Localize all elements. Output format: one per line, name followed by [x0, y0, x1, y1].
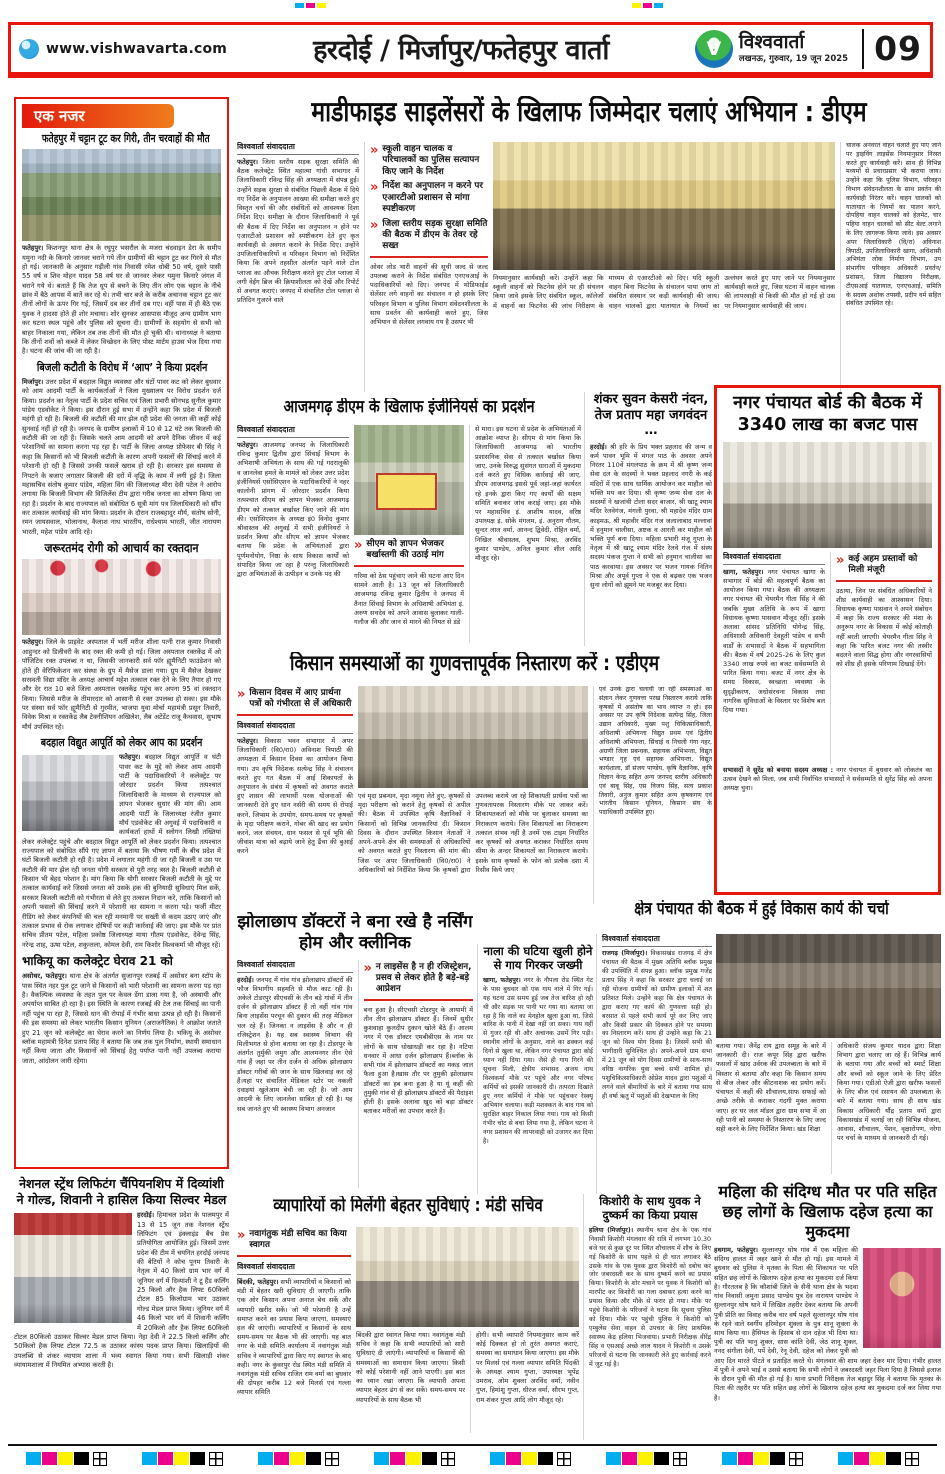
article-nagar-panchayat-budget	[714, 385, 941, 895]
body-text: सभी व्यापारियों व किसानों को मंडी में बेहतर खरी सुविधाएं दी जाएगी। ताकि एक ओर किसान अपना अनाज बेच सकें और व्यापारी खरीद सकें। जो भी परेशानी है उन्हें समाप्त करने का प्रयास किया जाएगा, समस्याएं हल की जाएंगी। व्यापारियों व किसानों के साथ समय-समय पर बैठक भी की जाएगी। यह बात नगर के मंडी समिति कार्यालय में नवागंतुक मंडी सचिव ने व्यापारियों द्वारा किए गए स्वागत के बाद कही। नगर के कुंवरपुर रोड स्थित मंडी समिति में नवागंतुक मंडी सचिव राजित राम वर्मा का बुधवार की दोपहर करीब 12 बजे मिलर्स एवं गल्ला व्यापार समिति	[237, 1277, 351, 1397]
dateline: हथगाम, फतेहपुर।	[714, 1246, 759, 1254]
byline: विश्ववार्ता संवाददाता	[237, 142, 359, 155]
double-chevron-icon: »	[836, 552, 845, 568]
magenta-tick	[643, 3, 652, 8]
body-text: एवं उनके द्वारा चलायी जा रही समस्याओं का संज्ञान लेकर गुणवत्ता परख निस्तारण कराये ताकि कृषकों में असंतोष का भाव व्याप्त न हो। इस अवसर पर उप कृषि निदेशक सत्येन्द्र सिंह, जिला उद्यान अधिकारी, मुख्य पशु चिकित्साधिकारी, अधिशाषी अभियन्ता विद्युत प्रथम एवं द्वितीय अधिशाषी अभियन्ता, सिंचाई व निचली गंगा नहर, अग्रणी जिला प्रबन्धक, सहायक अभिभन्ता, विद्युत भण्डार गृह एवं सहायक अभियन्ता, विद्युत कार्यशाला, डॉ संजय पाण्डेय, कृषि वैज्ञानिक, कृषि विज्ञान केन्द्र सहित अन्य जनपद स्तरीय अधिकारी एवं बाबू सिंह, एस विजय सिंह, सत्य प्रकाश तिवारी, अनुज कुमार सहित अन्य कृषकगण एवं भारतीय किसान यूनियन, किसान संघ के पदाधिकारी उपस्थित हुए।	[599, 686, 712, 817]
body-text: नगर पंचायत में बुधवार को लोकतंत्र का उत्सव देखने को मिला, जब सभी निर्वाचित सभासदों ने सर्वसम्मति से सुरेंद्र सिंह को अपना अध्यक्ष चुना।	[723, 765, 932, 793]
bullet-point	[237, 1229, 351, 1252]
cyan-patch	[374, 1452, 389, 1465]
article-dahej-hatya	[714, 1182, 941, 1440]
article-column	[358, 686, 588, 904]
body-text: उत्तर प्रदेश में बदहाल विद्युत व्यवस्था और घंटों पावर कट को लेकर बुधवार को आम आदमी पार्टी के कार्यकर्ताओं ने जिला मुख्यालय पर विरोध प्रदर्शन दर्ज किया। प्रदर्शन का नेतृत्व पार्टी के प्रदेश सचिव एवं जिला प्रभारी सोनभद्र सुनील कुमार पांडेय एडवोकेट ने किया। इस दौरान हुई सभा में उन्होंने कहा कि प्रदेश में बिजली महंगी हो रही है। बिजली की कटौती की मार झेल रही प्रदेश की जनता की कहीं कोई सुनवाई नहीं हो रही है। जनपद के ग्रामीण इलाकों में 10 से 12 घंटे तक बिजली की कटौती की जा रही है। जिसके चलते आम आदमी को अपने दैनिक जीवन में कई परेशानियों का सामना करना पड़ रहा है। पार्टी के जिला अध्यक्ष प्रोफेसर बी सिंह ने कहा कि किसानों को भी बिजली कटौती के कारण अपनी फसलों की सिंचाई करने में परेशानी हो रही है जिससे उनकी फसलें खराब हो रही है। सरकार इस समस्या से निपटने के बजाए लगातार बिजली की दरों में वृद्धि के काम में लगी हुई है। जिला महासचिव संतोष कुमार पांडेय, महिला विंग की जिलाध्यक्ष मीरा देवी पटेल ने आरोप लगाया कि बिजली विभाग की विजिलेंस टीम द्वारा गरीब जनता का शोषण किया जा रहा है। प्रदर्शन के बाद राज्यपाल को संबोधित 6 सूत्री मांग पत्र जिलाधिकारी को सौंप कर तत्काल कार्यवाई की मांग किया। प्रदर्शन के दौरान राजबहादुर मौर्य, संतोष सोनी, रमन जायसवाल, भोलानाथ, कैलाश नाथ भारतीय, राधेश्याम भारती, जीत नारायण भारती, महेश पांडेय आदि रहे।	[22, 377, 221, 536]
body-text: बिंदकी द्वारा स्वागत किया गया। नवागंतुक मंडी सचिव ने कहा कि सभी व्यापारियों को सारी सुविधाएं दी जाएंगी। व्यापारियों व किसानों की समस्याओं का समाधान किया जाएगा। किसी को कोई परेशानी नहीं आने पाएगी। इस बात का ध्यान रखा जाएगा कि व्यापारी अपना व्यापार बेहतर ढंग से कर सकें। समय-समय पर व्यापारियों के साथ बैठक भी	[356, 1331, 465, 1404]
article-column	[830, 552, 932, 764]
magenta-tick	[306, 3, 315, 8]
article-headline: किशोरी के साथ युवक ने दुष्कर्म का किया प्रयास	[599, 1194, 701, 1223]
brand-block	[739, 33, 848, 64]
yellow-patch	[406, 1452, 421, 1465]
photo-block-panchayat-meeting	[716, 934, 941, 1038]
dateline: हरदोई।	[137, 1211, 155, 1220]
cmyk-bar-group	[142, 1452, 223, 1466]
body-text: हिमाचल प्रदेश के पालमपुर में 13 से 15 जून तक नेशनल स्ट्रेंथ लिफिटंग एवं इंक्लाइंड बैंच प्रेस प्रतियोगिता आयोजित हुई। जिसमें उत्तर प्रदेश की टीम में चयनित हरदोई जनपद की बेटियों ने कोच पूनम तिवारी के नेतृत्व में 40 किलो ग्राम भार वर्ग में जूनियर वर्ग में दिव्यांशी ने टू हैंड कर्लिंग 25 किलो और हैक लिफ्ट 60किलो टोटल 85 किलोग्राम भार उठाकर गोल्ड मेडल प्राप्त किया। जूनियर वर्ग में 46 किलो भार वर्ग में शिवानी कर्लिंग में 20किलो और हैक लिफ्ट 60किलो टोटल 80किलो उठाकर सिल्वर मेडल प्राप्त किया। नेहा देवी ने 22.5 किलो कर्लिंग और 50किलो हैक लिफ्ट टोटल 72.5 क उठाकर कांस्य पदक प्राप्त किया। खिलाड़ियों की उपलब्धि से शंकर व्यायाम शाला में भव्य स्वागत किया गया। सभी खिलाड़ी शंकर व्यायामशाला में नियमित अभ्यास करती है।	[14, 1211, 229, 1369]
byline: विश्ववार्ता संवाददाता	[723, 552, 825, 565]
double-chevron-icon: »	[237, 1228, 246, 1243]
cyan-patch	[722, 1452, 737, 1465]
article-headline: झोलाछाप डॉक्टरों ने बना रखे है नर्सिंग होम और क्लीनिक	[237, 912, 473, 954]
black-patch	[654, 1452, 669, 1465]
double-chevron-icon: »	[237, 687, 246, 702]
body-text: से मारा। इस घटना से प्रदेश के अभियंताओं में आक्रोश व्याप्त है। सीएम से मांग किया कि जिलाधिकारी आजमगढ़ को भारतीय प्रशासनिक सेवा से तत्काल बर्खास्त किया जाए, उनके विरुद्ध सुसंगत धाराओं में मुकदमा दर्ज करते हुए विधिक कार्रवाई की जाए, डीएम आजमगढ़ इससे पूर्व जहां-जहां कार्यरत रहे इनके द्वारा किए गए कार्यों की सक्षम समिति बनाकर जांच कराई जाए। इस मौके पर महासचिव इं. आशीष यादव, वरिष्ठ उपाध्यक्ष इं. सोके मंगलम, इं. अनुराग गौतम, सुन्दर लाल वर्मा, आनन्द द्विवेदी, रोहित वर्मा, निखिल श्रीवास्तव, शुभम मिश्रा, अरविंद कुमार पाण्डेय, अनिल कुमार शील आदि मौजूद रहे।	[475, 425, 581, 563]
article-column	[469, 425, 581, 643]
cmyk-calibration-strip	[8, 1452, 937, 1466]
dateline: फतेहपुर।	[22, 638, 44, 647]
red-divider	[364, 999, 474, 1001]
photo-kisan-diwas-meeting	[358, 686, 588, 788]
magenta-patch	[854, 1452, 869, 1465]
magenta-patch	[274, 1452, 289, 1465]
body-text: जनपद में गांव गांव झोलाछाप डॉक्टरों की फौज विभागीय सहमति से मौज काट रही है। अकेले टोडरपुर सीएचसी के तीन बड़े गांवों में तीन दर्जन से झोलाछाप डॉक्टर हैं तो वहीं गांव गांव बिना लाइसेंस परचून की दुकान की तरह मेडिकल चल रहे हैं। जिनका न लाइसेंस है और न ही रजिस्ट्रेशन है। यह सब स्वास्थ्य विभाग की मिलीभगत से होना बताया जा रहा है। टोडरपुर के अंतर्गत तुर्मुकी जमुग और आलमनगर तीन ऐसे गांव हैं जहां पर तीन दर्जन से अधिक झोलाछाप डॉक्टर गरीबों की जान के साथ खिलवाड़ कर रहे हैं।यहां पर संचालित मेडिकल स्टोर पर नकली दवाइयां खुलेआम बेची जा रही है। जो आम आदमी के लिए जानलेवा साबित हो रही है। यह सब जानते हुए भी स्वास्थ्य विभाग अनजान	[237, 975, 353, 1113]
article-column	[237, 142, 359, 392]
body-text: बताया गया। जैनेंद्र राय द्वारा समूह के बारे में जानकारी दी। राज कपूर सिंह द्वारा खरीफ फसलों में खाद उर्वरक की उपलब्धता के बारे में विस्तार से बताया और कहा कि किसान समय से बीज लेकर और कीटनाशक का प्रयोग करें। पंचायत में कहीं की शौचालय,साफ सफाई को अच्छे तरीके से कराकर गंदगी मुक्त कराया जाए। हर घर जल मॉडल द्वारा ग्राम सभा में आ रही पानी को समस्या के निस्तारण के लिए जल्द सही करने के लिए निर्देशित किया। खंड शिक्षा	[716, 1042, 826, 1133]
byline: विश्ववार्ता संवाददाता	[237, 960, 353, 973]
article-azamgarh-engineers	[237, 398, 581, 646]
black-patch	[306, 1452, 321, 1465]
body-text: थाना क्षेत्र के अंतर्गत सुजानपुर रजबई में असोथर बना स्टॉप के पास स्थित नहर पुल टूट जाने से किसानों को भारी परेशानी का सामना करना पड़ रहा है। वैकल्पिक व्यवस्था के तहत पुल पर केवल डेंगा डाला गया है, जो अस्थायी और अपर्याप्त साबित हो रहा है। इस स्थिति के कारण रजबई की टेल तक सिंचाई का पानी नहीं पहुंच पा रहा है, जिससे धान की रोपाई में गंभीर बाधा उत्पन्न हो रही है। किसानों की इस समस्या को लेकर भारतीय किसान यूनियन (अराजनैतिक) ने आक्रोश जताते हुए 21 जून को कलेक्ट्रेट का घेराव करने का निर्णय लिया है। भकियू के असोथर ब्लॉक महामंत्री दिनेश प्रताप सिंह ने बताया कि जब तक पुल निर्माण, स्थायी समाधान नहीं किया जाता और किसानों को सिंचाई हेतु पर्याप्त पानी नहीं उपलब्ध कराया जाता, आंदोलन जारी रहेगा।	[22, 972, 221, 1065]
website-url[interactable]: www.vishwavarta.com	[46, 40, 228, 57]
body-text: स्थानीय थाना क्षेत्र के एक गांव निवासी किशोरी मंगलवार की रात्रि में लगभग 10.30 बजे घर से कुछ दूर पर स्थित शौचालय में शौच के लिए गई किशोरी के साथ पहले से ही घात लगाकर बैठे उसके गांव के एक युवक द्वारा किशोरी को दबोच कर जोर जबरदस्ती कर के साथ दुष्कर्म करने का प्रयास किया। किशोरी के शोर मचाने पर युवक ने किशोरी को मारपीट कर किशोरी का गला दबाकर हत्या करने का प्रयास किया और मौके से फरार हो गया। मौके पर पहुंचे किशोरी के परिजनों ने घटना कि सूचना पुलिस को दिया। मौके पर पहुंची पुलिस ने किशोरी को एम्बुलेंस सेवा वाहन से उपचार के लिए प्राथमिक स्वास्थ्य केंद्र हलिया भिजवाया। प्रभारी निरीक्षक वीरेंद्र सिंह व एसआई अच्छे लाल यादव ने किशोरी व उसके परिजनों से घटना कि जानकारी लेते हुए कार्रवाई करने में जुट गई है।	[589, 1226, 711, 1368]
article-kshetra-body-column	[596, 934, 712, 1194]
bullet-text: निर्देश का अनुपालन न करने पर एआरटीओ प्रशासन से मांगा स्पष्टीकरण	[382, 181, 484, 215]
body-text: एवं मृदा प्रबन्धन, मृदा नमूना लेते हुए, कृषकों से मृदा परीक्षण को कराने हेतु कृषकों से अपील की। बैठक में उपस्थित कृषि वैज्ञानिकों ने किसानों को विभिन्न जानकारियां दी। किसान दिवस के दौरान उपस्थित किसान नेताओं ने अपने-अपने क्षेत्र की समस्याओं से अधिकारियों को अवगत कराते हुए निस्तारण की मांग की। जिस पर अपर जिलाधिकारी (वि0/रा0) ने अधिकारियों को निर्देशित किया कि कृषकों द्वारा उपलब्ध कराये जा रहे शिकायती प्रार्थना पत्रों का गुणवतापरक निस्तारण मौके पर जाकर करें। शिकायतकर्ता को मौके पर बुलाकर समस्या का निराकरण कराये। जिन शिकायतों का निराकरण तत्काल संभव नहीं है उनमें एक टाइम निर्धारित कर कृषकों को अवगत कराकर निर्धारित समय सीमा के अन्दर शिकायतों का निराकरण कराये। इसके साथ कृषकों के फोन को प्रत्येक दशा में रिसीव किये जाए	[358, 792, 588, 874]
red-divider	[370, 256, 488, 258]
double-chevron-icon: »	[370, 180, 379, 196]
registration-mark-icon	[93, 1452, 107, 1466]
magenta-patch	[738, 1452, 753, 1465]
article-headline: महिला की संदिग्ध मौत पर पति सहित छह लोगों के खिलाफ दहेज हत्या का मुकदमा	[718, 1182, 937, 1241]
brief-headline: भाकियू का कलेक्ट्रेट घेराव 21 को	[22, 953, 173, 968]
article-headline: नेशनल स्ट्रेंथ लिफिटंग चैंपियनशिप में दिव्यांशी ने गोल्ड, शिवानी ने हासिल किया सिल्वर मेडल	[16, 1176, 227, 1207]
magenta-patch	[158, 1452, 173, 1465]
bullet-point	[364, 962, 474, 996]
body-text: नगर के नौपला रोड स्थित गेट के पास बुधवार को एक गाय नाले में गिर गई। यह घटना उस समय हुई जब तेज बारिश हो रही थी और सड़क पर पानी भर गया था। बताया जा रहा है कि नाले का मेनहोल खुला हुआ था, जिसे बारिश के पानी में देखा नहीं जा सका। गाय वहीं से गुजर रही थी और अचानक उसमें गिर पड़ी। स्थानीय लोगों के अनुसार, नाले का ढक्कन कई दिनों से खुला था, लेकिन नगर पंचायत द्वारा कोई ध्यान नहीं दिया गया। जैसे ही गाय गिरने की सूचना मिली, क्षेत्रीय सभासद अजय नाथ विश्वकर्मा मौके पर पहुंचे और नगर परिषद कर्मियों को इसकी जानकारी दी। तत्परता दिखाते हुए नगर कर्मियों ने मौके पर पहुंचकर रेस्क्यू अभियान चलाया। कड़ी मशक्कत के बाद गाय को सुरक्षित बाहर निकाल लिया गया। गाय को किसी गंभीर चोट से बचा लिया गया है, लेकिन घटना ने नगर प्रशासन की लापरवाही को उजागर कर दिया है।	[483, 976, 593, 1145]
dateline: असोथर, फतेहपुर।	[22, 972, 67, 981]
article-headline: नगर पंचायत बोर्ड की बैठक में 3340 लाख का बजट पास	[733, 393, 922, 435]
date-line: लखनऊ, गुरुवार, 19 जून 2025	[738, 54, 849, 64]
cyan-patch	[606, 1452, 621, 1465]
red-divider	[237, 1255, 351, 1257]
cyan-tick	[654, 3, 663, 8]
cmyk-bar-group	[490, 1452, 571, 1466]
browser-globe-icon	[19, 39, 39, 59]
photo-board-meeting-room	[723, 442, 932, 548]
article-column	[356, 1331, 465, 1433]
masthead	[8, 22, 933, 78]
magenta-patch	[506, 1452, 521, 1465]
dateline: मिर्जापुर।	[22, 377, 44, 386]
body-text: नियमानुसार कार्यवाही करें। उन्होंने कहा कि स्कूली वाहनों को फिटनेस होने पर ही संचलन किया जावे इसके लिए संबंधित स्कूल, कॉलेजों में वाहनों का फिटनेस की जांच निरीक्षण के माध्यम से एआरटीओ को दिए। यदि स्कूली वाहन बिना फिटनेस के संचालन पाया जाय तो संबंधित संस्थान पर कड़ी कार्यवाही की जाय। वाहन चालकों द्वारा यातायात के नियमों का उल्लंघन करते हुए पाए जाने पर नियमानुसार कार्यवाही करते हुए, जिस घटना में वाहन चालक की लापरवाही से किसी की मौत हो गई हो उस पर नियमानुसार कार्यवाही की जाय।	[493, 274, 835, 310]
yellow-patch	[290, 1452, 305, 1465]
body-text: नगर पंचायत खागा के सभागार में बोर्ड की महत्वपूर्ण बैठक का आयोजन किया गया। बैठक की अध्यक्षता नगर पंचायत की चेयरमैन गीता सिंह ने की जबकि मुख्य अतिथि के रूप में खागा विधायक कृष्णा पासवान मौजूद रहीं। इसके अलावा सांसद प्रतिनिधि योगेन्द्र सिंह, अधिशासी अधिकारी देवहूती पांडेय व सभी वार्डों के सभासदों ने बैठक में सहभागिता की। बैठक में वर्ष 2025-26 के लिए कुल 3340 लाख रुपये का बजट सर्वसम्मति से पारित किया गया। बजट में नगर क्षेत्र के समग्र विकास, स्वच्छता व्यवस्था के सुदृढ़ीकरण, अधोसंरचना विकास तथा नागरिक सुविधाओं के विस्तार पर विशेष बल दिया गया।	[723, 567, 825, 715]
photo-engineers-protest-banner	[354, 425, 464, 535]
article-column	[237, 1227, 351, 1435]
bullet-point	[836, 554, 932, 577]
article-jholachhap-doctors	[237, 912, 473, 1194]
article-column	[723, 552, 825, 764]
red-divider	[237, 714, 353, 716]
yellow-patch	[638, 1452, 653, 1465]
subhead: सभासदों ने सुरेंद्र को बनाया सदस्य अध्यक्ष :	[723, 765, 834, 774]
cyan-patch	[258, 1452, 273, 1465]
bullet-text: नवागंतुक मंडी सचिव का किया स्वागत	[249, 1229, 347, 1251]
photo-mandi-sachiv-welcome	[356, 1227, 579, 1327]
article-headline: किसान समस्याओं का गुणवत्तापूर्वक निस्तारण करें : एडीएम	[290, 652, 659, 675]
article-column	[716, 1042, 826, 1174]
bullet-text: कई अहम प्रस्तावों को मिली मंजूरी	[848, 553, 918, 576]
dateline: फतेहपुर।	[237, 158, 258, 166]
cmyk-bar-group	[258, 1452, 339, 1466]
brief-headline: जरूरतमंद रोगी को आचार्य का रक्तदान	[44, 541, 199, 556]
cmyk-bar-group	[722, 1452, 803, 1466]
news-briefs-box	[14, 97, 229, 1169]
byline: विश्ववार्ता संवाददाता	[602, 934, 712, 947]
article-column	[831, 1042, 941, 1174]
brief-story	[22, 133, 221, 357]
registration-color-ticks	[632, 3, 663, 8]
cmyk-bar-group	[26, 1452, 107, 1466]
briefs-label: एक नजर	[22, 104, 174, 128]
cmyk-bar-group	[838, 1452, 919, 1466]
body-text: जिले के प्राइवेट अस्पताल में भर्ती मरीज शीला पत्नी राज कुमार निवासी आहुन्दर को डिलीवरी के बाद रक्त की कमी हो गई। जिला अस्पताल रक्तकेंद्र में ओ पॉजिटिव रक्त उपलब्ध न था, जिसकी जानकारी सर्व फॉर ह्यूमैनिटी फाउंडेशन को होते ही वेरिफिकेशन कर संस्था के ग्रुप में मैसेज डाला गया। ग्रुप में मैसेज देखकर सरस्वती विद्या मंदिर के अध्यक्ष आचार्य महेश तत्काल रक्त देने के लिए तैयार हो गए और देर रात 10 बजे जिला अस्पताल रक्तकेंद्र पहुंच कर अपना 95 वां रक्तदान किया। जिससे मरीज के तीमारदार को आसानी से रक्त उपलब्ध हो सका। इस मौके पर संस्था सर्व फॉर ह्यूमैनिटी से गुरमीत, भाजपा युवा मोर्चा महामंत्री प्रसून तिवारी, विवेक मिश्रा व रक्तकेंद्र लैब टेक्नीशियन अखिलेश, लैब अटेंडेंट राजू कैथवास, सुभाष मौर्य उपस्थित रहे।	[22, 638, 221, 731]
article-column	[237, 960, 353, 1188]
byline: विश्ववार्ता संवाददाता	[237, 1262, 351, 1275]
yellow-patch	[174, 1452, 189, 1465]
article-shankar-suvan	[584, 392, 712, 646]
article-column	[237, 686, 353, 904]
cyan-patch	[142, 1452, 157, 1465]
dateline: फतेहपुर।	[119, 753, 141, 762]
bottom-rule	[8, 1444, 937, 1446]
paper-logo-icon: V	[695, 30, 733, 68]
dateline: हलिया (मिर्जापुर)।	[589, 1226, 634, 1234]
photo-deceased-woman-portrait	[863, 1248, 941, 1348]
red-divider	[836, 580, 932, 582]
article-kshetra-headline-row	[582, 900, 941, 930]
body-text: चालक अनवरत वाहन चलाते हुए पाए जाने पर ड्राइविंग लाइसेंस नियमानुसार निरस्त करते हुए कार्यवाही करें। साथ ही विभिन्न मध्यमों से प्रचारप्रसार भी कराया जाय। उन्होंने कहा कि पुलिस विभाग, परिवहन विभाग संवेदनशीलता के साथ प्रवर्तन की कार्यवाही निरंतर करें। वाहन चालकों को यातायात के नियमों का पालन करने, दोपहिया वाहन चालकों को हेलमेट, चार पहिया वाहन चालकों को सीट बेल्ट लगाने के लिए जागरूक किया जावे। इस अवसर अपर जिलाधिकारी (वि/रा) अविनाश त्रिपाठी, उपजिलाधिकारी खागा, अधिशासी अभियंता लोक निर्माण विभाग, उप संभागीय परिवहन अधिकारी प्रवर्तन/प्रशासन, जिला विद्यालय निरीक्षक, टीएसआई यातायात, एनएचआई, समिति के सदस्य अशोक तपस्वी, प्रदीप वर्म सहित संबंधित उपस्थित रहे।	[846, 142, 941, 308]
dateline: खागा, फतेहपुर।	[723, 567, 764, 576]
dateline: खागा, फतेहपुर।	[483, 976, 521, 984]
body-text: श्री हरि के प्रिय भक्त प्रहलाद की जन्म व कर्म पावन भूमि में मंगल पाठ के अवसर अपने निरंतर 110वें मंगलपाठ के क्रम में श्री कृष्ण जन्म सेवा दल के सदस्यों ने भक्त प्रहलाद नगरी के कई मंदिरों में एक साथ धार्मिक आयोजन कर माहौल को भक्ति मय कर दिया। श्री कृष्ण जन्म सेवा दल के सदस्यों ने खजांची टोला सदर बाजार, श्री खाटू श्याम मंदिर रेलवेगंज, मंगली पुरवा, श्री महादेव मंदिर ग्राम काइमऊ, श्री महावीर मंदिर गंज जलालाबाद मल्लावां में हनुमान चालीसा, अष्टक व आरती कर माहौल को भक्ति पूर्ण बना दिया। महिला प्रभारी मंजू गुप्ता के नेतृत्व में श्री खाटू श्याम मंदिर रेलवे गंज में संस्थ सदस्य पंकज गुप्ता ने सभी को हनुमान चालीसा का पाठ करवाया। इस अवसर पर भजन गायक नितिन मिश्रा और अपूर्व गुप्ता ने एक से बढ़कर एक भजन सुना लोगों को झूमने पर मजबूर कर दिया।	[590, 442, 712, 590]
brief-story	[22, 955, 221, 1066]
registration-mark-icon	[673, 1452, 687, 1466]
double-chevron-icon: »	[370, 143, 379, 158]
brief-headline: बदहाल विद्युत आपूर्ति को लेकर आप का प्रदर्शन	[40, 736, 203, 750]
paper-name: विश्ववार्ता	[738, 31, 805, 54]
bullet-text: न लाइसेंस है न ही रजिस्ट्रेशन, प्रसव से लेकर होते है बड़े-बड़े आप्रेशन	[375, 961, 472, 995]
body-text: होगी। सभी व्यापारी नियमानुसार काम करें कोई दिक्कत हो तो तुरंत अवगत कराएं, समस्या का समाधान किया जाएगा। इस मौके पर मिलर्स एवं गल्ला व्यापार समिति पिंदकी के अध्यक्ष श्याम गुप्ता, उपाध्यक्ष भूपेंद्र उमराव, ओम शुक्ला अरविंद वर्मा, नवीन गुप्त, हिमांशु गुप्ता, धीरज वर्मा, सौरभ गुप्त, राम शंकर गुप्ता आदि लोग मौजूद रहे।	[476, 1331, 579, 1404]
article-column	[354, 425, 464, 643]
red-divider	[354, 565, 464, 567]
brief-story	[22, 737, 221, 950]
body-text: जिला स्तरीय सड़क सुरक्षा समिति की बैठक कलेक्ट्रेट स्थित महात्मा गांधी सभागार में जिलाधिकारी रविन्द्र सिंह की अध्यक्षता में संपन्न हुई। उन्होंने सड़क सुरक्षा से संबंधित पिछली बैठक में दिये गए निर्देश के अनुपालन आख्या की समीक्षा करते हुए विस्तृत चर्चा की और संबंधितों को आवश्यक दिशा निर्देश दिए। समीक्षा के दौरान जिलाधिकारी ने पूर्व की बैठक में दिए निर्देश का अनुपालन न होने पर एआरटीओ प्रशासन को स्पष्टीकरण देते हुए कृत कार्यवाही से अवगत कराने के निर्देश दिए। उन्होंने उपजिलाधिकारियों व परिवहन विभाग को निर्देशित किया कि अपने तहसील अंतर्गत पड़ने वाले टोल प्लाजा का औचक निरीक्षण करते हुए टोल प्लाजा में लगी वेईंग ब्रिज की क्रियाशीलता को देखें और रिपोर्ट से अवगत कराएं। जनपद में संचालित टोल प्लाजा से प्रतिदिन गुजरने वाले	[237, 158, 359, 305]
body-text: किशनपुर थाना क्षेत्र के रघुपुर भसरौल के मजरा चंदवाइन डेरा के समीप यमुना नदी के किनारे जानवर चराने गये तीन ग्रामीणों की चट्टान टूट कर गिरने से मौत हो गई। जानकारी के अनुसार गढ़ीली गांव निवासी रमेश धोबी 50 वर्ष, दूसरे पासी 55 वर्ष व शिव मोहन यादव 58 वर्ष घर से जानवर लेकर यमुना किनारे जंगल में चराने गये थे। बताते हैं कि तेज धूप से बचने के लिए तीन लोग एक चट्टान के नीचे छांव में बैठे आपस में बातें कर रहे थे। तभी चार बजे के करीब अचानक चट्टान टूट कर तीनों लोगों के ऊपर गिर गई, जिसमें दब कर तीनों दब गए। वहीं पास में ही बैठे एक युवक ने हादसा होते ही शोर मचाया। शोर सुनकर आसपास मौजूद अन्य ग्रामीण भाग कर घटना स्थल पहुंचे और पुलिस को सूचना दी। ग्रामीणों के सहयोग से सभी को बाहर निकाला गया, लेकिन तब तक तीनों की मौत हो चुकी थी। थानाध्यक्ष ने बताया कि तीनों शवों को कब्जे में लेकर विच्छेदन के लिए पोस्ट मार्टम हाउस भेज दिया गया है। घटना की जांच की जा रही है।	[22, 244, 221, 356]
photo-medal-winners-podium	[14, 1213, 132, 1323]
black-patch	[190, 1452, 205, 1465]
black-patch	[886, 1452, 901, 1465]
body-text: आजमगढ़ जनपद के जिलाधिकारी रविन्द्र कुमार द्वितीय द्वारा सिंचाई विभाग के अभिशाषी अभियंता के साथ की गई गदरालूकी व जानलेवा हमले के मामले को लेकर उत्तर प्रदेश इंजीनियर्स एसोसिएशन के पदाधिकारियों ने नहर कालोनी प्रांगण में जोरदार प्रदर्शन किया तत्पश्चात सीएम को ज्ञापन भेजकर आजमगढ़ डीएम को तत्काल बर्खास्त किए जाने की मांग की। एसोसिएशन के अध्यक्ष इं0 विनोद कुमार श्रीवास्तव की अगुवई में सभी इंजीनियरों ने प्रदर्शन किया और सीएम को ज्ञापन भेजकर बताया कि प्रदेश के अभियंताओं द्वारा पूर्णमनोयोग, निष्ठा के साथ विकास कार्यों को संपादित किया जा रहा है परन्तु जिलाधिकारी द्वारा अभियंताओं के उत्पीड़न व उनके पद की	[237, 441, 349, 579]
article-nala-cow	[477, 944, 593, 1194]
yellow-patch	[58, 1452, 73, 1465]
dateline: फतेहपुर।	[237, 441, 258, 449]
photo-road-safety-meeting	[493, 142, 835, 270]
bullet-text: सीएम को ज्ञापन भेजकर बर्खास्तगी की उठाई मांग	[366, 539, 444, 561]
article-mandi-sachiv	[237, 1196, 579, 1438]
dateline: हरदोई।	[590, 442, 607, 451]
article-column	[470, 1331, 579, 1433]
registration-mark-icon	[325, 1452, 339, 1466]
article-headline: नाला की घटिया खुली होने से गाय गिरकर जख्मी	[483, 944, 593, 973]
article-strength-lifting	[14, 1176, 229, 1438]
magenta-patch	[390, 1452, 405, 1465]
article-column	[493, 142, 835, 392]
page-number: 09	[874, 29, 922, 68]
cmyk-bar-group	[606, 1452, 687, 1466]
article-headline: व्यापारियों को मिलेंगी बेहतर सुविधाएं : मंडी सचिव	[273, 1196, 543, 1216]
black-patch	[74, 1452, 89, 1465]
article-headline: क्षेत्र पंचायत की बैठक में हुई विकास कार्य की चर्चा	[634, 900, 889, 919]
registration-color-ticks	[295, 3, 326, 8]
article-column	[237, 425, 349, 643]
article-headline: माडीफाइड साइलेंसरों के खिलाफ जिम्मेदार चलाएं अभियान : डीएम	[311, 96, 867, 128]
article-column	[364, 142, 488, 392]
brief-headline: बिजली कटौती के विरोध में ‘आप’ ने किया प्रदर्शन	[36, 360, 208, 374]
magenta-patch	[622, 1452, 637, 1465]
bullet-point	[370, 219, 488, 253]
byline: विश्ववार्ता संवाददाता	[237, 425, 349, 438]
photo-aap-memorandum	[22, 755, 114, 831]
double-chevron-icon: »	[370, 217, 379, 233]
dateline: फतेहपुर।	[22, 244, 44, 253]
bullet-text: किसान दिवस में आए प्रार्थना पत्रों को गंभीरता से लें अधिकारी	[249, 688, 352, 710]
dateline: राजगढ़ (मिर्जापुर)।	[602, 950, 648, 957]
registration-mark-icon	[209, 1452, 223, 1466]
dateline: हरदोई।	[237, 975, 254, 984]
article-column	[358, 960, 474, 1188]
article-main-dm-silencers	[237, 96, 941, 394]
bullet-point	[370, 144, 488, 178]
yellow-patch	[870, 1452, 885, 1465]
registration-mark-icon	[905, 1452, 919, 1466]
black-patch	[538, 1452, 553, 1465]
body-text: बना हुआ है। सीएचसी टोडरपुर के आयामी में तीन तीन झोलाछाप डॉक्टर हैं। जिनमें सुधीर कुशवाहा कुलदीप दुकान खोले बैठे हैं। आलम नगर में एक डॉक्टर एमबीबीएस के नाम पर लोगों के साथ धोखाधड़ी कर रहा है। नटिया धनवार में आधा दर्जन झोलाछाप हैं।ब्लॉक के सभी गांव में झोलाछाप डॉक्टरों का मकड़ जाल फैला हुआ है।खास तौर पर तुमुकी झोलाछाप डॉक्टरों का हब बना हुआ है या यूं कहीं की तुमुकी गांव से ही झोलाछाप डॉक्टरों की पैदाइश होती है। इसके अलावा खुद को बड़ा डॉक्टर बताकर मरीजों का उपचार करते हैं।	[363, 1005, 473, 1116]
article-kisan-diwas	[237, 652, 712, 908]
body-text: बदहाल विद्युत आपूर्ति व घंटी पावर कट के मुद्दे को लेकर आम आदमी पार्टी के पदाधिकारियों ने कलेक्ट्रेट पर जोरदार प्रदर्शन किया तत्पश्चात जिलाधिकारी के माध्यम से राज्यपाल को ज्ञापन भेजकर सुधार की मांग की। आम आदमी पार्टी के जिलाध्यक्ष रंजीत कुमार मौर्य एडवोकेट की अगुवई में पदाधिकारी व कार्यकर्ता हाथों में स्लोगन लिखी तख्तियां लेकर कलेक्ट्रेट पहुंचे और बदहाल विद्युत आपूर्ति को लेकर प्रदर्शन किया। तत्पश्चात राज्यपाल को संबोधित सौंपे गए ज्ञापन में बताया कि भीषण गर्मी के बीच प्रदेश में घंटों बिजली कटौती हो रही है। प्रदेश में लगातार महंगी दी जा रही बिजली व उस पर कटौती की मार झेल रही जनता योगी सरकार से पूरी तरह त्रस्त है। बिजली कटौती से किसान भी बेहद परेशान है। मांग किया कि योगी सरकार बिजली कटौती के मुद्दे पर तत्काल कार्यवाई करे जिससे जनता को उसके हक की बुनियादी सुविधाएं मिल सकें, सरकार बिजली कटौती को गंभीरता से लेते हुए तत्काल निदान करे, ताकि किसानों को अपनी फसलों की सिंचाई करने में परेशानी का सामना न करना पड़े। फर्जी मीटर रीडिंग को लेकर कंपनियों की चल रही मनमानी पर सख्ती से कदम उठाए जाएं और तत्काल प्रभाव से रोक लगाकर दोषियों पर कड़ी कार्रवाई की जाए। इस मौके पर प्रांत सचिव प्रीतम पटेल, महिला प्रकोष्ठ जिलाध्यक्ष माया गौतम एडवोकेट, देवेन्द्र सिंह, नरेन्द्र शाह, ऊषा पटेल, शकुन्तला, कोमल देवी, राम किशोर विश्वकर्मा भी मौजूद रहे।	[22, 753, 221, 949]
brief-headline: फतेहपुर में चट्टान टूट कर गिरी, तीन चरवाहों की मौत	[41, 132, 210, 145]
registration-mark-icon	[441, 1452, 455, 1466]
article-kshetra-photo-block	[716, 934, 941, 1178]
dateline: बिंदकी, फतेहपुर।	[237, 1277, 279, 1286]
body-text: अधिकारी संजय कुमार यादव द्वारा शिक्षा विभाग द्वारा चलाए जा रहे हैं। विभिन्न कार्य के बताया गया और बच्चों को स्मार्ट शिक्षा और बच्चों को स्कूल जाने के लिए प्रेरित किया गया। एडीओ ऐजी द्वारा खरीफ फसलों के लिए बीज एवं रसायन की उपलब्धता के बारे में बताया गया। साथ ही साथ खंड विकास अधिकारी यौंद्र प्रताप वर्मा द्वारा विकासखंड में चलाई जा रही विभिन्न योजना, आवास, शौचालय, पेंशन, वृक्षारोपण, नरेगा पर चर्चा के माध्यम से जानकारी दी गई।	[837, 1042, 941, 1143]
byline: विश्ववार्ता संवाददाता	[237, 721, 353, 734]
article-column	[356, 1227, 579, 1435]
page-number-divider	[862, 29, 864, 69]
bullet-text: जिला स्तरीय सड़क सुरक्षा समिति की बैठक में डीएम के तेवर रहे सख्त	[382, 218, 488, 252]
brief-story	[22, 362, 221, 537]
body-text: ओवर लोड भारी वाहनों की सूची जल्द से जल्द उपलब्ध कराने के निर्देश संबंधित एनएचआई के पदाधिकारियों को दिए। जनपद में मोडिफाईड सेलेंसर लगे वाहनों का संचालन न हो इसके लिए परिवहन विभाग व पुलिस विभाग संवेदनशीलता के साथ प्रवर्तन की कार्यवाही करते हुए, जिस अभियान से सेलेंसर लगवाय गय है उसपर भी	[370, 262, 488, 327]
body-text: विकासखंड राजगढ़ में क्षेत्र पंचायत की बैठक में मुख्य अतिथि ब्लॉक प्रमुख की उपस्थिति में संपन्न हुआ। ब्लॉक प्रमुख गजेंद्र प्रताप सिंह ने कहा कि सरकार द्वारा चलाई जा रही योजना ग्रामीणों को ग्रामीण इलाकों में शत प्रतिशत मिले। उन्होंने कहा कि क्षेत्र पंचायत के द्वारा कराए गए कार्य की गुणवत्ता सही हो। बरसात से पहले सभी कार्य पूरे कर लिए जाए और किसी प्रकार की दिक्कत होने पर समस्या का निस्तारण करें। साथ ही उन्होंने कहा कि 21 जून को विश्व योग दिवस है। जिसमें सभी की भागीदारी सुनिश्चित हो। अपने-अपने ग्राम सभा में 21 जून को योग दिवस ग्रामीणों के साथ-साथ वरिष्ठ नागरिक युवा बच्चे सभी शामिल हो। पशुचिकित्साधिकारी ओप्रेश यादव द्वारा पशुओं में लगने वाले बीमारियों के बारे में बताया गया साथ ही वर्षा ऋतु में पशुओं की देखभाल के लिए	[602, 950, 712, 1100]
bullet-point	[237, 688, 353, 711]
photo-cliff-collapse-crowd	[22, 149, 221, 241]
bullet-point	[370, 181, 488, 215]
article-headline: शंकर सुवन केसरी नंदन, तेज प्रताप महा जगवंदन …	[593, 392, 709, 439]
double-chevron-icon: »	[363, 960, 372, 976]
body-text: सुल्तानपुर घोष गांव में एक महिला की संदिग्ध हालत में जहर खाने से मौत हो गई। इस मामले में बुधवार को पुलिस ने मृतका के पिता की शिकायत पर पति सहित छह लोगों के खिलाफ दहेज हत्या का मुकदमा दर्ज किया है। गौरतलब है कि कौशांबी जिले के सैनी थाना क्षेत्र के भदवा गांव निवासी जमुना प्रसाद पाण्डेय पुत्र देव नारायण पाण्डेय ने सुल्तानपुर घोष थाने में लिखित तहरीर देकर बताया कि अपनी पुत्री प्रीति का विवाह करीब चार वर्ष पहले सुल्तानपुर घोष गांव के रहने वाले स्वर्गीय हरिमोहन शुक्ला के पुत्र शानू शुक्ला के साथ किया था। हैसियत के हिसाब से दान दहेज भी दिया था। पुत्री का पति भानु शुक्ल, सास कांति देवी, जेठ शानू शुक्ल, ननद संगीता देवी, पर्पे देवी, रेनू देवी, दहेज को लेकर पुत्री को आए दिन मारते पीटते व प्रताड़ित करते थे। मंगलवार की शाम जहर देकर मार दिया। गंभीर हालत में पुत्री ने अपने भाई व उससे बताया कि सभी लोगों ने जबरदस्ती जहर पिला दिया है जिससे इलाज के दौरान पुत्री की मौत हो गई है। थाना प्रभारी निरीक्षक तेज बहादुर सिंह ने बताया कि मृतका के पिता की तहरीर पर पति सहित छह लोगों के खिलाफ दहेज हत्या का मुकदमा दर्ज कर लिया गया है।	[714, 1246, 941, 1402]
magenta-patch	[42, 1452, 57, 1465]
cyan-patch	[838, 1452, 853, 1465]
yellow-patch	[754, 1452, 769, 1465]
bullet-point	[354, 539, 464, 562]
cmyk-bar-group	[374, 1452, 455, 1466]
cyan-patch	[26, 1452, 41, 1465]
article-headline: आजमगढ़ डीएम के खिलाफ इंजीनियर्स का प्रदर्शन	[283, 398, 535, 417]
registration-mark-icon	[789, 1452, 803, 1466]
black-patch	[422, 1452, 437, 1465]
brief-story	[22, 542, 221, 732]
body-text: विकास भवन सभागार में अपर जिलाधिकारी (वि0/रा0) अविनाश त्रिपाठी की अध्यक्षता में किसान दिवस का आयोजन किया गया। उप कृषि निदेशक सत्येन्द्र सिंह ने संचालन करते हुए गत बैठक में आई शिकायतों के अनुपालन के संबंध में कृषकों को अवगत कराते हुए शासन की लाभार्थी परक योजनाओं की जानकारी देते हुए धान नर्सरी की समय से रोपाई करने, जिप्सम के उपयोग, समय-समय पर कृषकों के मृदा परीक्षण कराने, गोबर की खाद का प्रयोग करने, जल संचयन, धान फसल से पूर्व भूमि की जीवांश मात्रा को बढ़ाये जाने हेतु ढैंचा की बुआई करने	[237, 736, 353, 856]
article-column	[593, 686, 712, 904]
body-text: गरिमा को ठेस पहुंचाए जाने की घटना आए दिन सामने आती है। 13 जून को जिलाधिकारी आजमगढ़ रविन्द्र कुमार द्वितीय ने जनपद में तैनात सिंचाई विभाग के अधिशाषी अभियंता इं. अरुण सचदेव को अपने आवास बुलाकर गाली-गलौज की और जान से मारने की नियत से डंडे	[354, 571, 464, 626]
double-chevron-icon: »	[354, 538, 363, 553]
yellow-patch	[522, 1452, 537, 1465]
article-column	[840, 142, 941, 392]
dateline: फतेहपुर।	[237, 736, 258, 745]
black-patch	[770, 1452, 785, 1465]
photo-blood-donation-group	[22, 559, 221, 635]
cyan-tick	[295, 3, 304, 8]
body-text: उठाया, जिन पर संबंधित अधिकारियों ने शीघ्र कार्यवाही का आश्वासन दिया। विधायक कृष्णा पासवान ने अपने संबोधन में कहा कि राज्य सरकार की मंशा के अनुरूप नगर के विकास में कोई कोताही नहीं बरती जाएगी। चेयरमैन गीता सिंह ने कहा कि पारित बजट नगर की तस्वीर बदलने वाला सिद्ध होगा और नगरवासियों को शीघ्र ही इसके परिणाम दिखाई देंगे।	[836, 586, 932, 669]
bullet-text: स्कूली वाहन चालक व परिचालकों का पुलिस सत्यापन किए जाने के निर्देश	[382, 144, 480, 177]
cyan-patch	[490, 1452, 505, 1465]
article-kishori-attempt	[583, 1194, 711, 1440]
yellow-tick	[632, 3, 641, 8]
edition-title: हरदोई / मिर्जापुर/फतेहपुर वार्ता	[313, 35, 609, 66]
registration-mark-icon	[557, 1452, 571, 1466]
yellow-tick	[317, 3, 326, 8]
